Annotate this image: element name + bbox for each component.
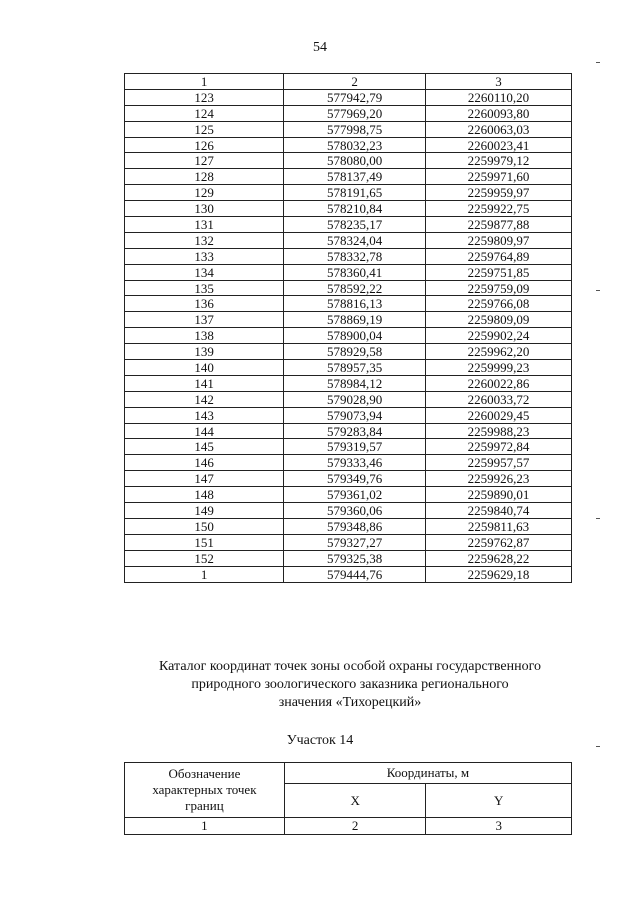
y-coordinate-cell: 2259762,87: [426, 534, 572, 550]
point-number-cell: 131: [125, 217, 284, 233]
point-number-cell: 146: [125, 455, 284, 471]
table-row: [125, 232, 572, 248]
point-number-cell: 128: [125, 169, 284, 185]
point-number-cell: 127: [125, 153, 284, 169]
section-header-table: [124, 762, 572, 835]
y-header: Y: [426, 784, 572, 818]
point-number-cell: 142: [125, 391, 284, 407]
x-coordinate-cell: 578900,04: [284, 328, 426, 344]
y-coordinate-cell: 2259957,57: [426, 455, 572, 471]
y-coordinate-cell: 2259766,08: [426, 296, 572, 312]
caption-line: природного зоологического заказника регионального: [191, 677, 509, 692]
point-number-cell: 150: [125, 518, 284, 534]
x-coordinate-cell: 578332,78: [284, 248, 426, 264]
column-number-2: 2: [284, 818, 426, 835]
x-coordinate-cell: 579283,84: [284, 423, 426, 439]
y-coordinate-cell: 2259764,89: [426, 248, 572, 264]
table-row: [125, 487, 572, 503]
column-number-2: 2: [284, 74, 426, 90]
caption-line: Каталог координат точек зоны особой охраны государственного: [159, 659, 541, 674]
point-number-cell: 148: [125, 487, 284, 503]
x-coordinate-cell: 579360,06: [284, 503, 426, 519]
table-row: [125, 280, 572, 296]
table-row: [125, 423, 572, 439]
header-row-top: [125, 763, 572, 784]
table-row: [125, 217, 572, 233]
table-row: [125, 264, 572, 280]
y-coordinate-cell: 2259628,22: [426, 550, 572, 566]
table-row: [125, 248, 572, 264]
y-coordinate-cell: 2259629,18: [426, 566, 572, 582]
table-row: [125, 439, 572, 455]
table-row: [125, 153, 572, 169]
catalog-caption: [120, 658, 580, 712]
table-row: [125, 201, 572, 217]
table-row: [125, 312, 572, 328]
y-coordinate-cell: 2260093,80: [426, 105, 572, 121]
y-coordinate-cell: 2259999,23: [426, 360, 572, 376]
point-number-cell: 125: [125, 121, 284, 137]
x-coordinate-cell: 578235,17: [284, 217, 426, 233]
x-coordinate-cell: 579333,46: [284, 455, 426, 471]
x-coordinate-cell: 578957,35: [284, 360, 426, 376]
column-number-3: 3: [426, 74, 572, 90]
x-coordinate-cell: 578191,65: [284, 185, 426, 201]
coordinates-table-body: [125, 74, 572, 583]
y-coordinate-cell: 2259979,12: [426, 153, 572, 169]
x-coordinate-cell: 578080,00: [284, 153, 426, 169]
table-row: [125, 550, 572, 566]
header-text: границ: [185, 798, 224, 813]
table-row: [125, 344, 572, 360]
point-number-cell: 141: [125, 375, 284, 391]
caption-line: значения «Тихорецкий»: [278, 695, 422, 710]
page-number: 54: [313, 40, 327, 55]
point-number-cell: 143: [125, 407, 284, 423]
table-row: [125, 169, 572, 185]
point-number-cell: 139: [125, 344, 284, 360]
x-coordinate-cell: 579319,57: [284, 439, 426, 455]
point-number-cell: 124: [125, 105, 284, 121]
point-number-cell: 140: [125, 360, 284, 376]
table-row: [125, 121, 572, 137]
table-row: [125, 534, 572, 550]
table-row: [125, 375, 572, 391]
point-number-cell: 145: [125, 439, 284, 455]
y-coordinate-cell: 2259809,97: [426, 232, 572, 248]
point-number-cell: 132: [125, 232, 284, 248]
y-coordinate-cell: 2259751,85: [426, 264, 572, 280]
table-row: [125, 503, 572, 519]
x-coordinate-cell: 579348,86: [284, 518, 426, 534]
x-coordinate-cell: 578360,41: [284, 264, 426, 280]
x-coordinate-cell: 578137,49: [284, 169, 426, 185]
y-coordinate-cell: 2259759,09: [426, 280, 572, 296]
x-coordinate-cell: 578210,84: [284, 201, 426, 217]
x-coordinate-cell: 578324,04: [284, 232, 426, 248]
table-row: [125, 407, 572, 423]
table-row: [125, 185, 572, 201]
y-coordinate-cell: 2259959,97: [426, 185, 572, 201]
point-number-cell: 138: [125, 328, 284, 344]
point-number-cell: 135: [125, 280, 284, 296]
table-row: [125, 296, 572, 312]
x-coordinate-cell: 578929,58: [284, 344, 426, 360]
table-row: [125, 391, 572, 407]
y-coordinate-cell: 2260022,86: [426, 375, 572, 391]
table-row: [125, 360, 572, 376]
y-coordinate-cell: 2260110,20: [426, 89, 572, 105]
x-coordinate-cell: 578592,22: [284, 280, 426, 296]
table-row: [125, 89, 572, 105]
header-text: Обозначение: [168, 766, 241, 781]
point-number-cell: 144: [125, 423, 284, 439]
x-coordinate-cell: 579028,90: [284, 391, 426, 407]
x-coordinate-cell: 577942,79: [284, 89, 426, 105]
column-number-1: 1: [125, 818, 285, 835]
x-coordinate-cell: 579361,02: [284, 487, 426, 503]
y-coordinate-cell: 2259840,74: [426, 503, 572, 519]
x-coordinate-cell: 579325,38: [284, 550, 426, 566]
coordinates-table: [124, 73, 572, 583]
y-coordinate-cell: 2259971,60: [426, 169, 572, 185]
table-row: [125, 105, 572, 121]
point-number-cell: 129: [125, 185, 284, 201]
y-coordinate-cell: 2259962,20: [426, 344, 572, 360]
point-number-cell: 1: [125, 566, 284, 582]
scan-mark: [596, 518, 600, 519]
x-coordinate-cell: 578032,23: [284, 137, 426, 153]
point-number-cell: 149: [125, 503, 284, 519]
y-coordinate-cell: 2259926,23: [426, 471, 572, 487]
point-number-cell: 136: [125, 296, 284, 312]
table-row: [125, 566, 572, 582]
table-row: [125, 455, 572, 471]
point-number-cell: 130: [125, 201, 284, 217]
x-header: X: [284, 784, 426, 818]
x-coordinate-cell: 579444,76: [284, 566, 426, 582]
point-number-cell: 126: [125, 137, 284, 153]
column-number-1: 1: [125, 74, 284, 90]
x-coordinate-cell: 578816,13: [284, 296, 426, 312]
y-coordinate-cell: 2260029,45: [426, 407, 572, 423]
table-row: [125, 328, 572, 344]
table-row: [125, 137, 572, 153]
header-row-numbers: [125, 818, 572, 835]
column-number-3: 3: [426, 818, 572, 835]
y-coordinate-cell: 2259902,24: [426, 328, 572, 344]
y-coordinate-cell: 2260023,41: [426, 137, 572, 153]
table-row: [125, 518, 572, 534]
scan-mark: [596, 290, 600, 291]
x-coordinate-cell: 578984,12: [284, 375, 426, 391]
point-number-cell: 151: [125, 534, 284, 550]
y-coordinate-cell: 2259922,75: [426, 201, 572, 217]
y-coordinate-cell: 2260033,72: [426, 391, 572, 407]
header-text: характерных точек: [152, 782, 257, 797]
point-number-cell: 123: [125, 89, 284, 105]
x-coordinate-cell: 579327,27: [284, 534, 426, 550]
y-coordinate-cell: 2260063,03: [426, 121, 572, 137]
point-number-cell: 133: [125, 248, 284, 264]
y-coordinate-cell: 2259809,09: [426, 312, 572, 328]
point-designation-header: [125, 763, 285, 818]
y-coordinate-cell: 2259890,01: [426, 487, 572, 503]
point-number-cell: 134: [125, 264, 284, 280]
point-number-cell: 137: [125, 312, 284, 328]
table-row: [125, 471, 572, 487]
x-coordinate-cell: 577969,20: [284, 105, 426, 121]
table-header-row: [125, 74, 572, 90]
point-number-cell: 152: [125, 550, 284, 566]
y-coordinate-cell: 2259972,84: [426, 439, 572, 455]
y-coordinate-cell: 2259811,63: [426, 518, 572, 534]
x-coordinate-cell: 579073,94: [284, 407, 426, 423]
y-coordinate-cell: 2259877,88: [426, 217, 572, 233]
scan-mark: [596, 62, 600, 63]
point-number-cell: 147: [125, 471, 284, 487]
x-coordinate-cell: 578869,19: [284, 312, 426, 328]
scan-mark: [596, 746, 600, 747]
section-title: Участок 14: [286, 733, 354, 748]
y-coordinate-cell: 2259988,23: [426, 423, 572, 439]
coordinates-header: Координаты, м: [284, 763, 571, 784]
x-coordinate-cell: 579349,76: [284, 471, 426, 487]
x-coordinate-cell: 577998,75: [284, 121, 426, 137]
